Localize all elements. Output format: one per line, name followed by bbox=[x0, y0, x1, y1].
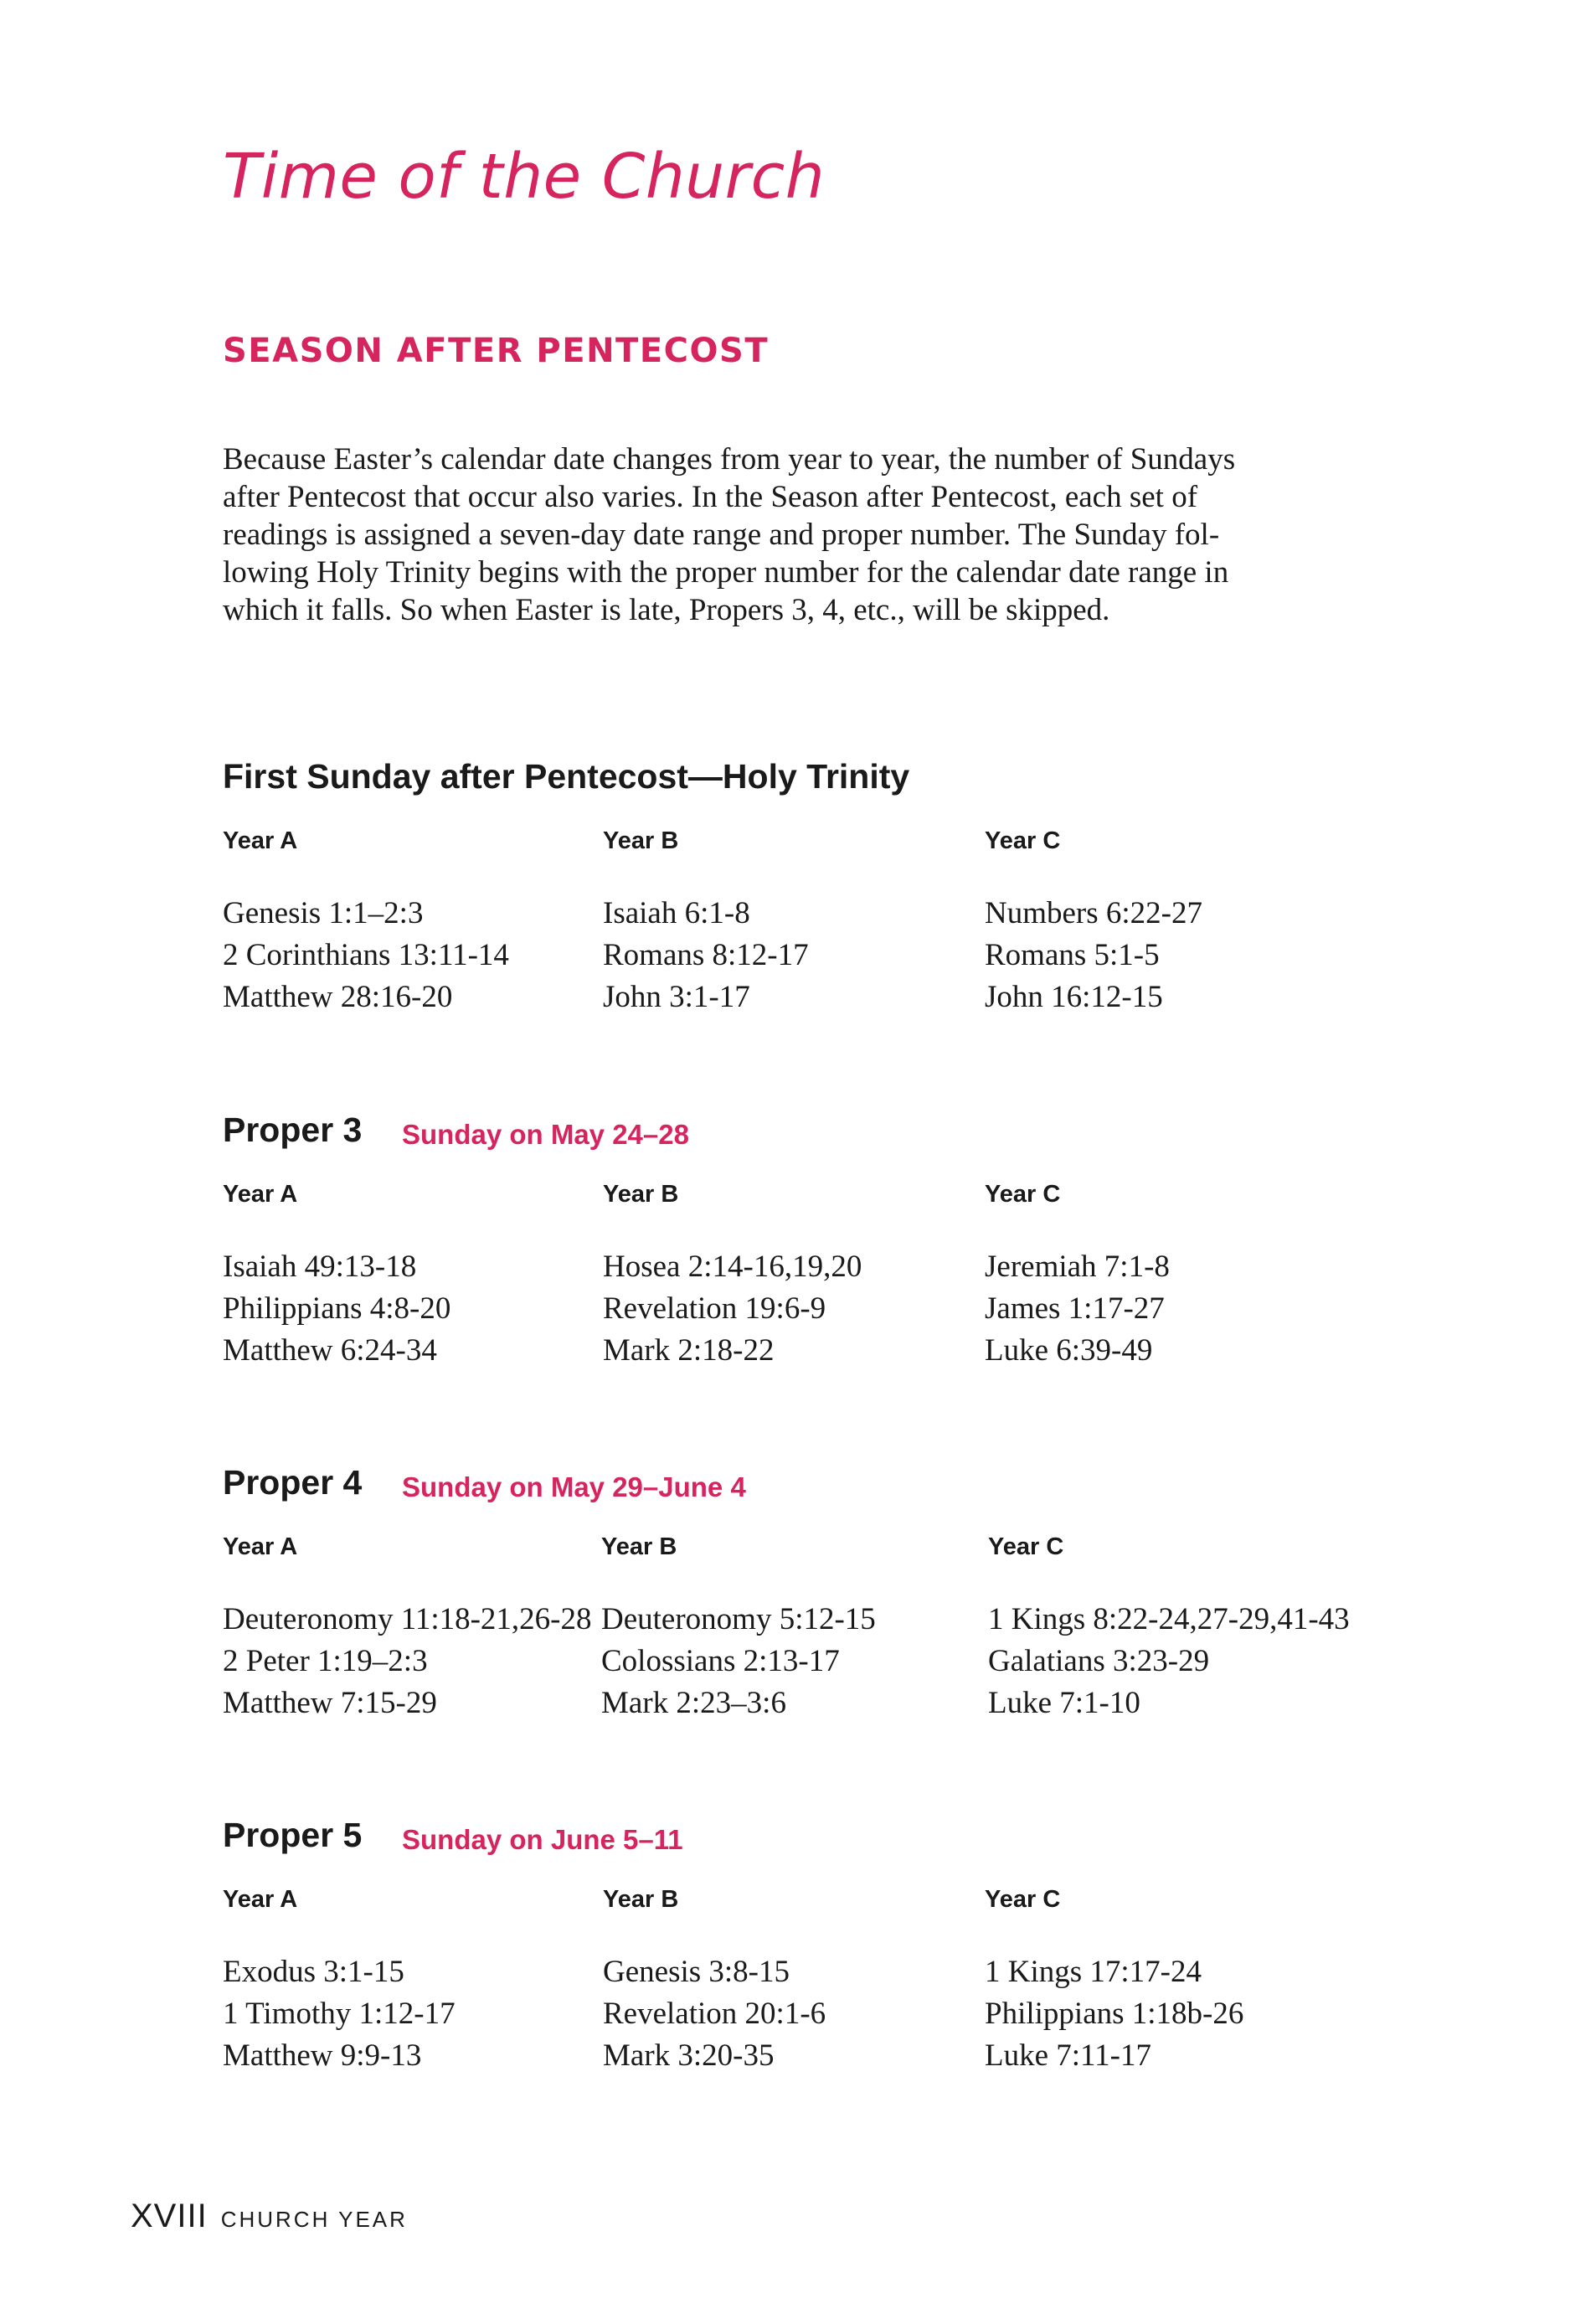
year-a-label: Year A bbox=[223, 1886, 298, 1913]
reading: Exodus 3:1-15 bbox=[223, 1955, 404, 1989]
year-b-readings bbox=[603, 1951, 826, 2077]
section-title: SEASON AFTER PENTECOST bbox=[223, 332, 770, 370]
running-head: CHURCH YEAR bbox=[220, 2207, 408, 2232]
year-a-label: Year A bbox=[223, 827, 298, 854]
lectionary-block-proper-4 bbox=[223, 1463, 1395, 1720]
year-c-readings bbox=[985, 893, 1202, 1018]
block-heading bbox=[223, 757, 1395, 807]
reading: Colossians 2:13-17 bbox=[601, 1644, 840, 1678]
intro-line: after Pentecost that occur also varies. In the Season after Pentecost, each set of bbox=[223, 480, 1198, 514]
year-b-readings bbox=[603, 1246, 862, 1372]
reading: Romans 5:1-5 bbox=[985, 938, 1160, 972]
reading: Philippians 1:18b-26 bbox=[985, 1997, 1244, 2031]
reading: Jeremiah 7:1-8 bbox=[985, 1250, 1170, 1284]
reading: Isaiah 49:13-18 bbox=[223, 1250, 417, 1284]
year-a-label: Year A bbox=[223, 1181, 298, 1208]
year-c-readings bbox=[988, 1599, 1350, 1724]
block-title: Proper 3 bbox=[223, 1110, 363, 1149]
year-b-label: Year B bbox=[603, 827, 679, 854]
block-title: Proper 4 bbox=[223, 1463, 363, 1502]
reading: Genesis 3:8-15 bbox=[603, 1955, 790, 1989]
reading: Luke 7:1-10 bbox=[988, 1686, 1140, 1720]
reading: Romans 8:12-17 bbox=[603, 938, 809, 972]
year-c-label: Year C bbox=[985, 827, 1061, 854]
year-a-readings bbox=[223, 893, 509, 1018]
reading: James 1:17-27 bbox=[985, 1291, 1165, 1326]
reading: Mark 2:23–3:6 bbox=[601, 1686, 786, 1720]
reading: Philippians 4:8-20 bbox=[223, 1291, 451, 1326]
intro-line: Because Easter’s calendar date changes from year to year, the number of Sundays bbox=[223, 442, 1236, 477]
intro-line: which it falls. So when Easter is late, Propers 3, 4, etc., will be skipped. bbox=[223, 593, 1110, 627]
reading: 2 Peter 1:19–2:3 bbox=[223, 1644, 428, 1678]
page-number: XVIII bbox=[131, 2198, 208, 2234]
block-date-range: Sunday on May 24–28 bbox=[402, 1119, 689, 1150]
reading: 1 Kings 17:17-24 bbox=[985, 1955, 1202, 1989]
block-title: Proper 5 bbox=[223, 1816, 363, 1854]
reading: Deuteronomy 11:18-21,26-28 bbox=[223, 1602, 592, 1636]
reading: John 16:12-15 bbox=[985, 980, 1163, 1014]
reading: Luke 6:39-49 bbox=[985, 1333, 1153, 1368]
reading: Matthew 28:16-20 bbox=[223, 980, 453, 1014]
year-c-readings bbox=[985, 1951, 1243, 2077]
intro-line: readings is assigned a seven-day date range and proper number. The Sunday fol- bbox=[223, 518, 1220, 552]
reading: Galatians 3:23-29 bbox=[988, 1644, 1210, 1678]
intro-line: lowing Holy Trinity begins with the proper number for the calendar date range in bbox=[223, 555, 1229, 590]
year-b-readings bbox=[603, 893, 809, 1018]
reading: John 3:1-17 bbox=[603, 980, 750, 1014]
reading: Genesis 1:1–2:3 bbox=[223, 896, 424, 930]
year-a-readings bbox=[223, 1246, 450, 1372]
reading: Mark 3:20-35 bbox=[603, 2038, 775, 2073]
year-b-label: Year B bbox=[601, 1533, 677, 1560]
reading: Matthew 6:24-34 bbox=[223, 1333, 437, 1368]
block-date-range: Sunday on May 29–June 4 bbox=[402, 1471, 746, 1502]
page-footer bbox=[131, 2198, 408, 2235]
reading: Deuteronomy 5:12-15 bbox=[601, 1602, 876, 1636]
lectionary-block-proper-3 bbox=[223, 1110, 1395, 1368]
year-b-readings bbox=[601, 1599, 876, 1724]
reading: Revelation 19:6-9 bbox=[603, 1291, 826, 1326]
year-c-label: Year C bbox=[985, 1886, 1061, 1913]
block-date-range: Sunday on June 5–11 bbox=[402, 1824, 683, 1855]
year-c-readings bbox=[985, 1246, 1170, 1372]
year-c-label: Year C bbox=[985, 1181, 1061, 1208]
lectionary-block-proper-5 bbox=[223, 1816, 1395, 2073]
block-title: First Sunday after Pentecost—Holy Trinity bbox=[223, 757, 910, 796]
reading: 1 Kings 8:22-24,27-29,41-43 bbox=[988, 1602, 1350, 1636]
reading: Luke 7:11-17 bbox=[985, 2038, 1152, 2073]
reading: 2 Corinthians 13:11-14 bbox=[223, 938, 509, 972]
block-heading bbox=[223, 1110, 1395, 1161]
reading: Hosea 2:14-16,19,20 bbox=[603, 1250, 862, 1284]
chapter-title: Time of the Church bbox=[223, 141, 826, 213]
year-a-label: Year A bbox=[223, 1533, 298, 1560]
reading: 1 Timothy 1:12-17 bbox=[223, 1997, 456, 2031]
year-b-label: Year B bbox=[603, 1886, 679, 1913]
lectionary-block-holy-trinity bbox=[223, 757, 1395, 1014]
intro-paragraph bbox=[223, 441, 1362, 629]
reading: Matthew 9:9-13 bbox=[223, 2038, 422, 2073]
reading: Revelation 20:1-6 bbox=[603, 1997, 826, 2031]
year-a-readings bbox=[223, 1599, 592, 1724]
block-heading bbox=[223, 1816, 1395, 1866]
reading: Isaiah 6:1-8 bbox=[603, 896, 750, 930]
reading: Mark 2:18-22 bbox=[603, 1333, 775, 1368]
reading: Numbers 6:22-27 bbox=[985, 896, 1202, 930]
reading: Matthew 7:15-29 bbox=[223, 1686, 437, 1720]
block-heading bbox=[223, 1463, 1395, 1513]
year-a-readings bbox=[223, 1951, 456, 2077]
year-c-label: Year C bbox=[988, 1533, 1064, 1560]
year-b-label: Year B bbox=[603, 1181, 679, 1208]
